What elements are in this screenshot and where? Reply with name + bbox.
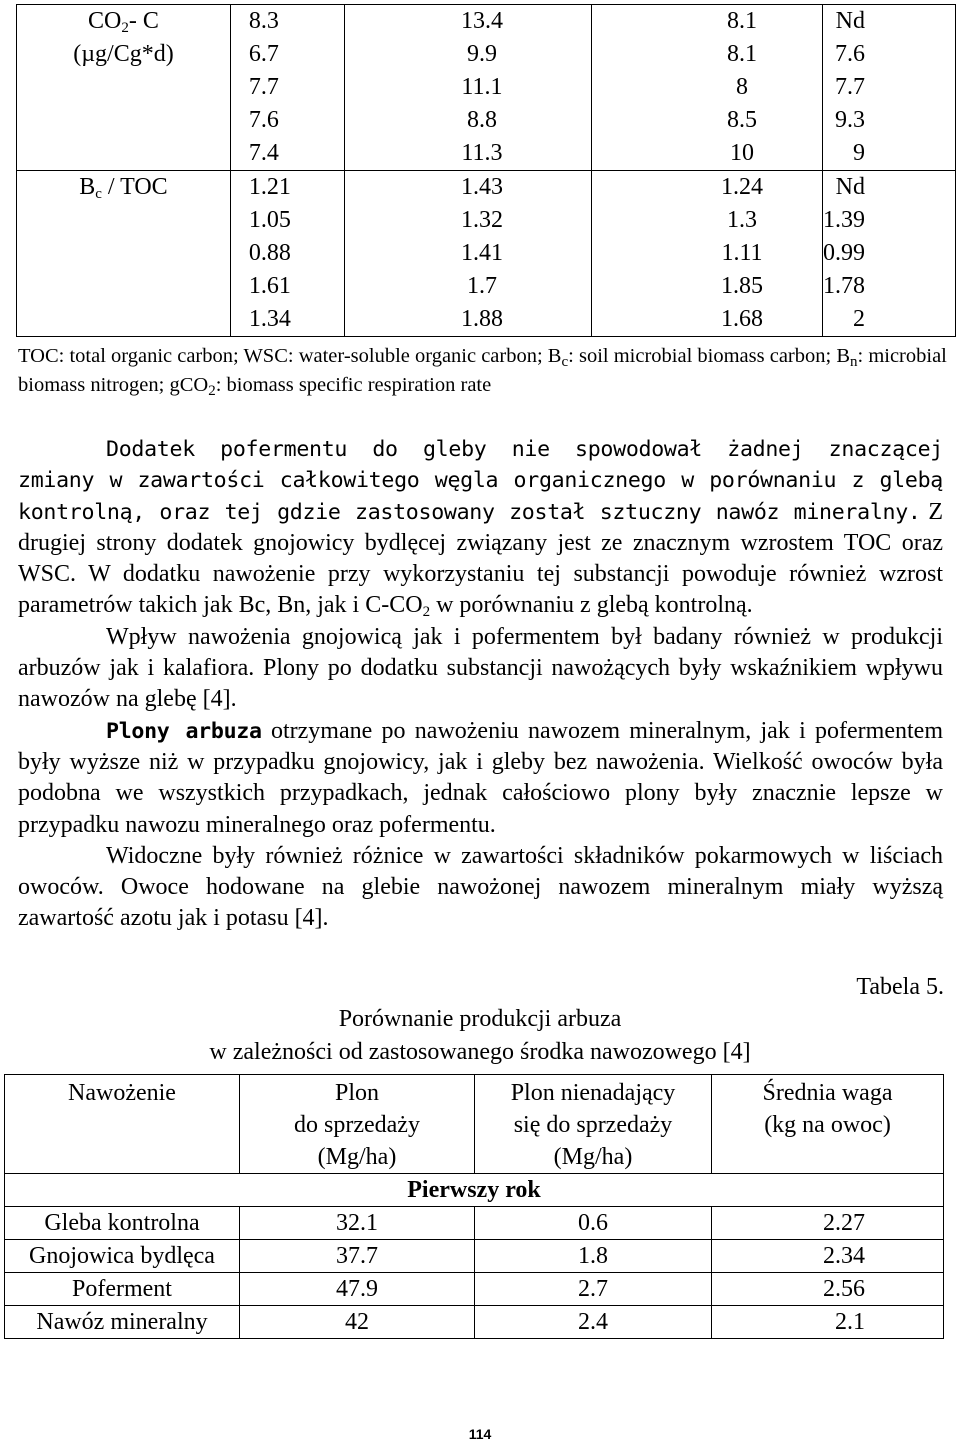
paragraph-2: Wpływ nawożenia gnojowicą jak i pofermentem był badany również w produkcji arbuzów jak i kalafiora. Plony po dodatku substancji nawożących były wskaźnikiem wpływu nawozów na glebę [4]. [18, 623, 943, 713]
column-3-values: 8.1 8.1 8 8.5 10 [592, 5, 823, 171]
row-plon: 47.9 [240, 1273, 475, 1306]
column-1-values: 1.21 1.05 0.88 1.61 1.34 [230, 171, 344, 337]
watermelon-yield-table [4, 1074, 944, 1339]
body-text [18, 434, 943, 935]
row-nienadajacy: 1.8 [475, 1240, 712, 1273]
header-nawozenie: Nawożenie [5, 1075, 240, 1174]
row-plon: 37.7 [240, 1240, 475, 1273]
table-footnote: TOC: total organic carbon; WSC: water-soluble organic carbon; $B_c$: soil microbial biomass carbon; $B_n$: microbial biomass nitrogen; gCO$_2$: biomass specific respiration rate [18, 345, 947, 399]
row-name: Nawóz mineralny [5, 1306, 240, 1339]
column-2-values: 13.4 9.9 11.1 8.8 11.3 [344, 5, 591, 171]
header-plon-nienadajacy: Plon nienadający się do sprzedaży (Mg/ha) [475, 1075, 712, 1174]
row-nienadajacy: 2.7 [475, 1273, 712, 1306]
column-4-values: Nd 1.39 0.99 1.78 2 [823, 171, 956, 337]
table-row [5, 1207, 944, 1240]
row-plon: 32.1 [240, 1207, 475, 1240]
paragraph-3: Plony arbuza otrzymane po nawożeniu nawozem mineralnym, jak i pofermentem były wyższe niż w przypadku gnojowicy, jak i gleby bez nawożenia. Wielkość owoców była podobna we wszystkich przypadkach, jednak całościowo plony były znacznie lepsze w przypadku nawozu mineralnego oraz pofermentu. [18, 717, 943, 838]
column-2-values: 1.43 1.32 1.41 1.7 1.88 [344, 171, 591, 337]
row-name: Gnojowica bydlęca [5, 1240, 240, 1273]
table-number: Tabela 5. [856, 974, 944, 1000]
table-header-row [5, 1075, 944, 1174]
page-number: 114 [468, 1426, 492, 1442]
row-plon: 42 [240, 1306, 475, 1339]
column-3-values: 1.24 1.3 1.11 1.85 1.68 [592, 171, 823, 337]
header-srednia-waga: Średnia waga (kg na owoc) [712, 1075, 944, 1174]
table-row [5, 1240, 944, 1273]
table-row [5, 1273, 944, 1306]
row-label-co2: $CO_2-$ C (µg/Cg*d) [17, 5, 231, 171]
row-nienadajacy: 0.6 [475, 1207, 712, 1240]
soil-parameters-table [16, 4, 956, 337]
row-label-bc-toc: $B_c$ / TOC [17, 171, 231, 337]
table-caption-line-2: w zależności od zastosowanego środka nawozowego [4] [209, 1039, 751, 1065]
column-4-values: Nd 7.6 7.7 9.3 9 [823, 5, 956, 171]
row-nienadajacy: 2.4 [475, 1306, 712, 1339]
table-caption-line-1: Porównanie produkcji arbuza [338, 1006, 622, 1032]
header-plon: Plon do sprzedaży (Mg/ha) [240, 1075, 475, 1174]
row-name: Gleba kontrolna [5, 1207, 240, 1240]
paragraph-1: Dodatek pofermentu do gleby nie spowodował żadnej znaczącej zmiany w zawartości całkowitego węgla organicznego w porównaniu z glebą kontrolną, oraz tej gdzie zastosowany został sztuczny nawóz mineralny. Z drugiej strony dodatek gnojowicy bydlęcej związany jest ze znacznym wzrostem TOC oraz WSC. W dodatku nawożenie przy wykorzystaniu tej substancji powoduje również wzrost parametrów takich jak Bc, Bn, jak i $C-CO_2$ w porównaniu z glebą kontrolną. [18, 437, 943, 621]
table-row-co2 [17, 5, 956, 171]
table-row [5, 1306, 944, 1339]
row-waga: 2.27 [712, 1207, 944, 1240]
table-year-row [5, 1174, 944, 1207]
column-1-values: 8.3 6.7 7.7 7.6 7.4 [230, 5, 344, 171]
paragraph-4: Widoczne były również różnice w zawartości składników pokarmowych w liściach owoców. Owoce hodowane na glebie nawożonej nawozem mineralnym miały wyższą zawartość azotu jak i potasu [4]. [18, 842, 943, 932]
row-waga: 2.1 [712, 1306, 944, 1339]
row-name: Poferment [5, 1273, 240, 1306]
year-label: Pierwszy rok [5, 1174, 944, 1207]
table-row-bc-toc [17, 171, 956, 337]
row-waga: 2.56 [712, 1273, 944, 1306]
row-waga: 2.34 [712, 1240, 944, 1273]
